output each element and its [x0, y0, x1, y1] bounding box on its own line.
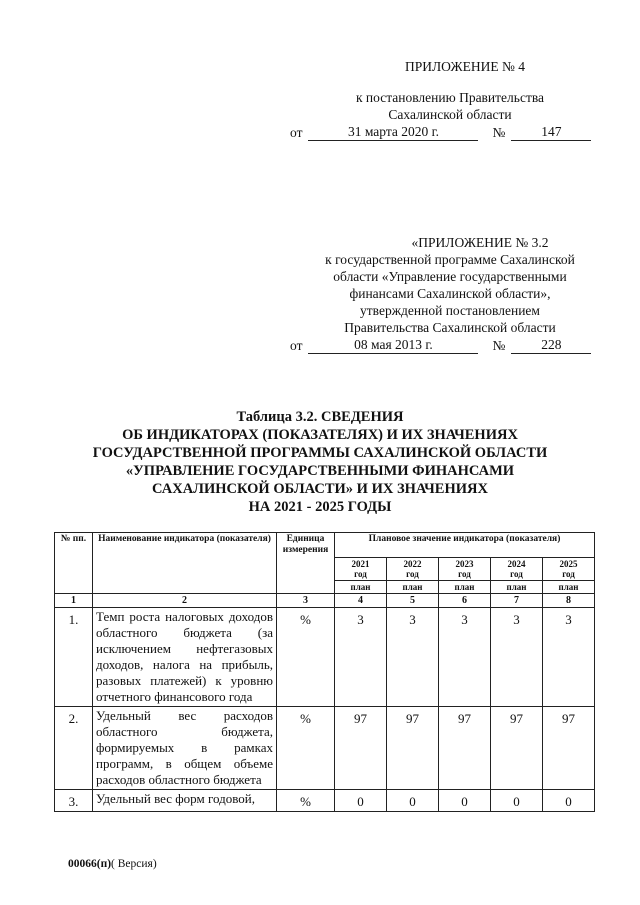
column-number: 3: [277, 594, 335, 608]
value-2022: 97: [387, 707, 439, 790]
from-label: от: [290, 338, 303, 353]
appendix-4-line2: Сахалинской области: [388, 107, 512, 122]
table-title-line: САХАЛИНСКОЙ ОБЛАСТИ» И ИХ ЗНАЧЕНИЯХ: [152, 481, 488, 497]
appendix-4-line1: к постановлению Правительства: [355, 90, 545, 105]
table-title: [40, 408, 600, 516]
header-plan: Плановое значение индикатора (показателя): [335, 533, 595, 558]
indicator-name: Удельный вес форм годовой,: [93, 790, 277, 812]
plan-label: план: [439, 581, 491, 594]
value-2021: 97: [335, 707, 387, 790]
value-2021: 3: [335, 608, 387, 707]
value-2023: 0: [439, 790, 491, 812]
table-row: [55, 608, 595, 707]
year-header: 2023 год: [439, 558, 491, 581]
indicator-unit: %: [277, 707, 335, 790]
value-2024: 3: [491, 608, 543, 707]
indicator-unit: %: [277, 790, 335, 812]
table-title-line: «УПРАВЛЕНИЕ ГОСУДАРСТВЕННЫМИ ФИНАНСАМИ: [125, 463, 515, 479]
year-header: 2024 год: [491, 558, 543, 581]
value-2022: 3: [387, 608, 439, 707]
value-2022: 0: [387, 790, 439, 812]
header-name: Наименование индикатора (показателя): [93, 533, 277, 594]
plan-label: план: [543, 581, 595, 594]
year-header: 2021 год: [335, 558, 387, 581]
appendix-4-title: ПРИЛОЖЕНИЕ № 4: [404, 59, 526, 74]
document-footer: [68, 858, 157, 870]
column-number: 7: [491, 594, 543, 608]
appendix-3-2-line2: области «Управление государственными: [333, 269, 567, 284]
appendix-3-2-title: «ПРИЛОЖЕНИЕ № 3.2: [411, 235, 549, 250]
appendix-3-2-number: 228: [511, 336, 591, 354]
from-label: от: [290, 125, 303, 140]
appendix-3-2-date: 08 мая 2013 г.: [308, 336, 478, 354]
appendix-3-2-block: [290, 234, 600, 354]
indicators-table: [54, 532, 595, 812]
table-row: [55, 707, 595, 790]
appendix-4-number: 147: [511, 123, 591, 141]
row-number: 3.: [55, 790, 93, 812]
year-header: 2022 год: [387, 558, 439, 581]
row-number: 2.: [55, 707, 93, 790]
value-2023: 3: [439, 608, 491, 707]
value-2023: 97: [439, 707, 491, 790]
table-title-line: Таблица 3.2. СВЕДЕНИЯ: [236, 409, 404, 425]
table-title-line: ГОСУДАРСТВЕННОЙ ПРОГРАММЫ САХАЛИНСКОЙ ОБЛАСТИ: [92, 445, 548, 461]
plan-label: план: [387, 581, 439, 594]
value-2025: 97: [543, 707, 595, 790]
plan-label: план: [335, 581, 387, 594]
column-numbers-row: [55, 594, 595, 608]
year-header: 2025 год: [543, 558, 595, 581]
appendix-3-2-line5: Правительства Сахалинской области: [344, 320, 556, 335]
header-unit: Единица измерения: [277, 533, 335, 594]
appendix-4-date-row: [290, 123, 600, 141]
value-2025: 0: [543, 790, 595, 812]
value-2025: 3: [543, 608, 595, 707]
table-title-line: НА 2021 - 2025 ГОДЫ: [248, 499, 392, 515]
indicator-unit: %: [277, 608, 335, 707]
row-number: 1.: [55, 608, 93, 707]
value-2024: 0: [491, 790, 543, 812]
column-number: 1: [55, 594, 93, 608]
appendix-3-2-date-row: [290, 336, 600, 354]
column-number: 8: [543, 594, 595, 608]
plan-label: план: [491, 581, 543, 594]
appendix-4-date: 31 марта 2020 г.: [308, 123, 478, 141]
value-2024: 97: [491, 707, 543, 790]
column-number: 5: [387, 594, 439, 608]
document-version: ( Версия): [111, 858, 157, 870]
header-num: № пп.: [55, 533, 93, 594]
appendix-3-2-line3: финансами Сахалинской области»,: [349, 286, 551, 301]
indicator-name: Темп роста налоговых доходов областного бюджета (за исключением нефтегазовых доходов, налога на прибыль, разовых платежей) к уровню отчетного финансового года: [93, 608, 277, 707]
appendix-4-block: [290, 58, 600, 141]
column-number: 4: [335, 594, 387, 608]
table-row: [55, 790, 595, 812]
column-number: 6: [439, 594, 491, 608]
column-number: 2: [93, 594, 277, 608]
number-label: №: [492, 338, 506, 353]
table-title-line: ОБ ИНДИКАТОРАХ (ПОКАЗАТЕЛЯХ) И ИХ ЗНАЧЕНИЯХ: [122, 427, 518, 443]
value-2021: 0: [335, 790, 387, 812]
appendix-3-2-line4: утвержденной постановлением: [360, 303, 540, 318]
indicator-name: Удельный вес расходов областного бюджета, формируемых в рамках программ, в общем объеме расходов областного бюджета: [93, 707, 277, 790]
number-label: №: [492, 125, 506, 140]
appendix-3-2-line1: к государственной программе Сахалинской: [325, 252, 575, 267]
table-header-row: [55, 533, 595, 558]
document-code: 00066(п): [68, 858, 112, 870]
